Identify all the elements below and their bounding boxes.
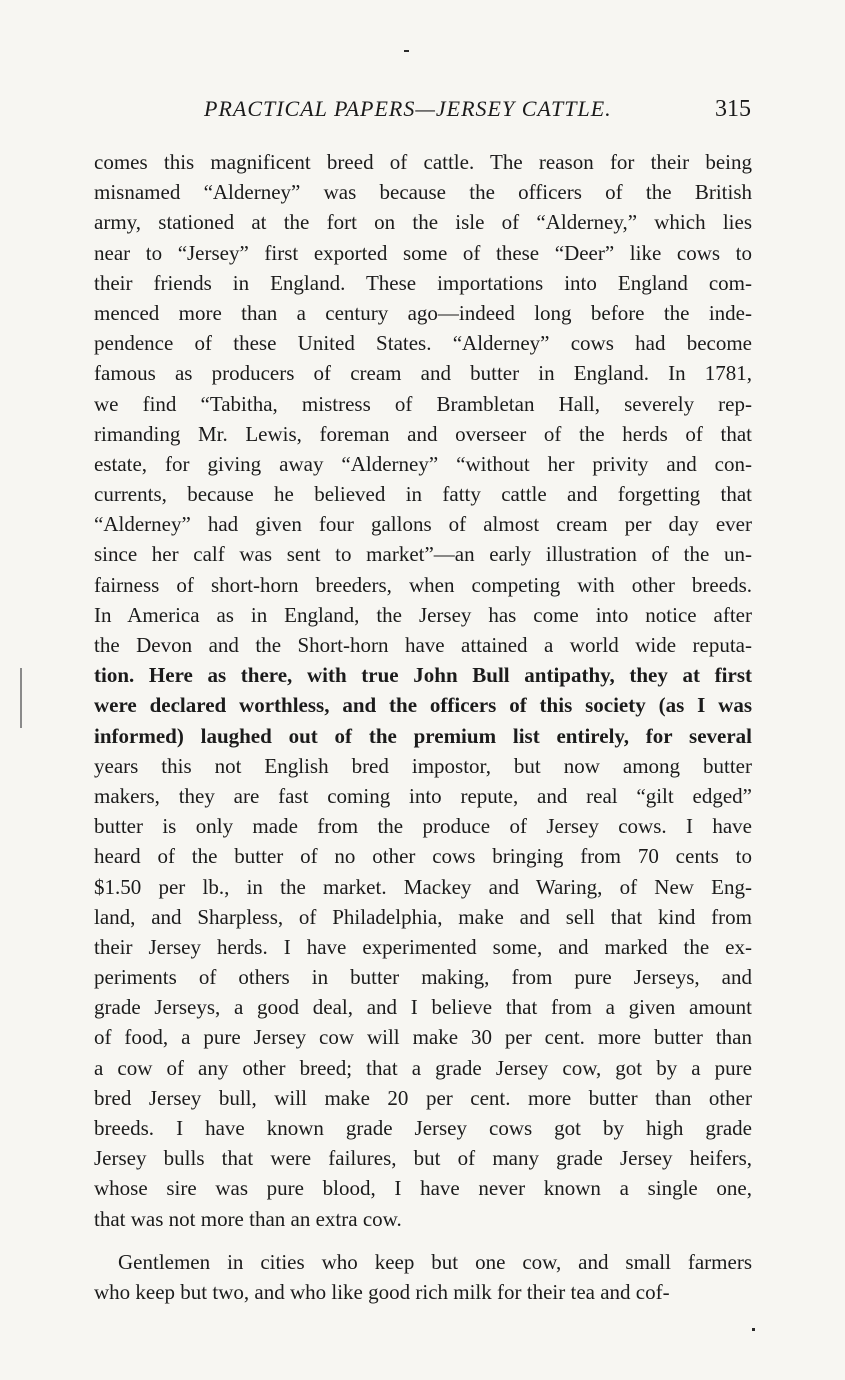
text-line: grade Jerseys, a good deal, and I believe that from a given amount — [94, 995, 752, 1020]
page-number: 315 — [715, 96, 751, 122]
text-line: famous as producers of cream and butter in England. In 1781, — [94, 361, 752, 386]
running-head: PRACTICAL PAPERS—JERSEY CATTLE. — [204, 96, 612, 121]
page-header — [96, 96, 751, 132]
text-line: were declared worthless, and the officers of this society (as I was — [94, 693, 752, 718]
text-line: who keep but two, and who like good rich milk for their tea and cof- — [94, 1279, 670, 1304]
text-line: army, stationed at the fort on the isle of “Alderney,” which lies — [94, 210, 752, 235]
text-line: their Jersey herds. I have experimented some, and marked the ex- — [94, 934, 752, 959]
text-line: whose sire was pure blood, I have never known a single one, — [94, 1176, 752, 1201]
text-line: “Alderney” had given four gallons of almost cream per day ever — [94, 512, 752, 537]
print-speck — [20, 668, 22, 728]
text-line: comes this magnificent breed of cattle. The reason for their being — [94, 150, 752, 174]
text-line: informed) laughed out of the premium list entirely, for several — [94, 723, 752, 748]
text-line: tion. Here as there, with true John Bull antipathy, they at first — [94, 663, 752, 688]
text-line: heard of the butter of no other cows bringing from 70 cents to — [94, 844, 752, 869]
text-line: bred Jersey bull, will make 20 per cent. more butter than other — [94, 1085, 752, 1110]
text-line: Gentlemen in cities who keep but one cow, and small farmers — [118, 1249, 752, 1274]
text-line: Jersey bulls that were failures, but of many grade Jersey heifers, — [94, 1146, 752, 1171]
text-line: $1.50 per lb., in the market. Mackey and Waring, of New Eng- — [94, 874, 752, 899]
text-line: near to “Jersey” first exported some of these “Deer” like cows to — [94, 240, 752, 265]
text-line: In America as in England, the Jersey has come into notice after — [94, 602, 752, 627]
text-line: estate, for giving away “Alderney” “without her privity and con- — [94, 451, 752, 476]
text-line: fairness of short-horn breeders, when competing with other breeds. — [94, 572, 752, 597]
text-line: rimanding Mr. Lewis, foreman and overseer of the herds of that — [94, 421, 752, 446]
text-line: years this not English bred impostor, but now among butter — [94, 753, 752, 778]
text-line: menced more than a century ago—indeed long before the inde- — [94, 300, 752, 325]
text-line: a cow of any other breed; that a grade Jersey cow, got by a pure — [94, 1055, 752, 1080]
text-line: since her calf was sent to market”—an early illustration of the un- — [94, 542, 752, 567]
text-line: pendence of these United States. “Alderney” cows had become — [94, 331, 752, 356]
paragraph — [94, 1247, 752, 1307]
text-line: breeds. I have known grade Jersey cows got by high grade — [94, 1116, 752, 1140]
text-line: their friends in England. These importations into England com- — [94, 270, 752, 295]
text-line: the Devon and the Short-horn have attained a world wide reputa- — [94, 633, 752, 657]
paragraph-gap — [94, 1234, 752, 1247]
text-line: butter is only made from the produce of Jersey cows. I have — [94, 814, 752, 839]
text-line: land, and Sharpless, of Philadelphia, make and sell that kind from — [94, 904, 752, 929]
print-speck — [404, 50, 409, 52]
text-line: makers, they are fast coming into repute, and real “gilt edged” — [94, 783, 752, 808]
body-text — [94, 147, 752, 1307]
paragraph — [94, 147, 752, 1234]
text-line: that was not more than an extra cow. — [94, 1206, 402, 1231]
text-line: we find “Tabitha, mistress of Brambletan Hall, severely rep- — [94, 391, 752, 416]
text-line: periments of others in butter making, from pure Jerseys, and — [94, 965, 752, 990]
text-line: currents, because he believed in fatty cattle and forgetting that — [94, 482, 752, 507]
text-line: misnamed “Alderney” was because the officers of the British — [94, 180, 752, 205]
text-line: of food, a pure Jersey cow will make 30 per cent. more butter than — [94, 1025, 752, 1050]
print-speck — [752, 1328, 755, 1331]
